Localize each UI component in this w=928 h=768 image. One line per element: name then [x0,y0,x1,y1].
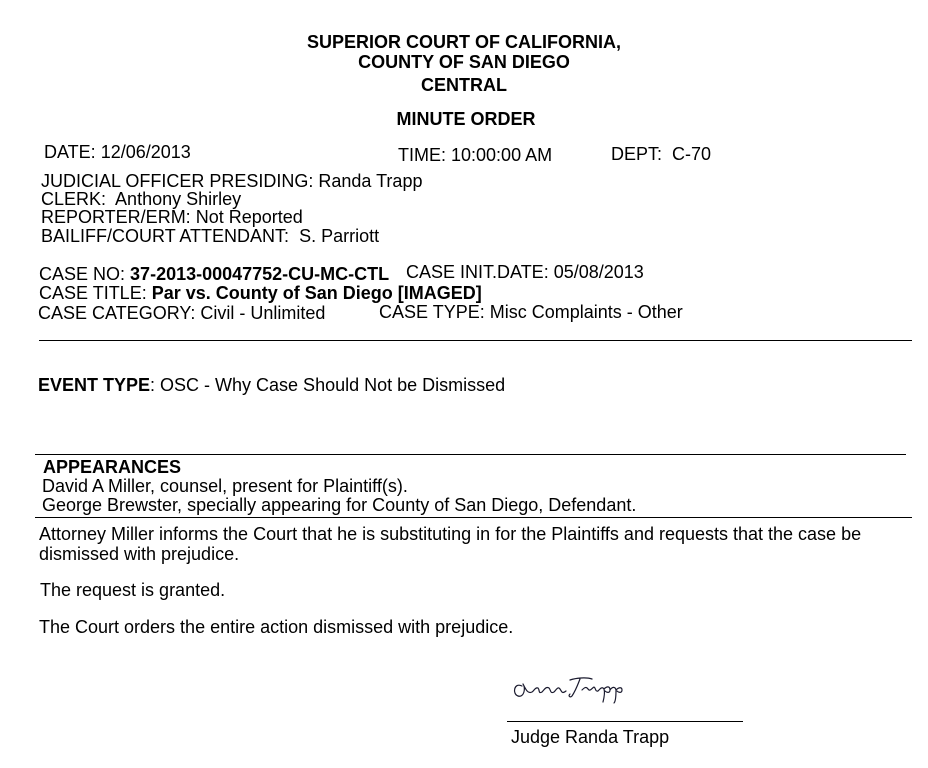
case-category [38,303,325,323]
case-category-value: Civil - Unlimited [200,303,326,323]
time-value: 10:00:00 AM [451,145,553,165]
divider-case [39,340,912,341]
divider-appearances-bottom [35,517,912,518]
event-type-value: : OSC - Why Case Should Not be Dismissed [150,375,506,395]
case-title-label: CASE TITLE: [39,283,147,303]
reporter-label: REPORTER/ERM: [41,207,191,227]
handwritten-signature [510,672,630,706]
appearance-line: David A Miller, counsel, present for Plaintiff(s). [42,476,408,496]
judicial-officer-label: JUDICIAL OFFICER PRESIDING: [41,171,314,191]
court-name-line2: COUNTY OF SAN DIEGO [358,52,570,72]
case-number-value: 37-2013-00047752-CU-MC-CTL [130,264,390,284]
bailiff [41,226,379,246]
time-field [398,145,552,165]
case-type [379,302,683,322]
case-number [39,264,389,284]
reporter [41,207,303,227]
time-label: TIME: [398,145,446,165]
minutes-paragraph: The request is granted. [40,580,226,600]
case-init-date [406,262,644,282]
case-number-label: CASE NO: [39,264,126,284]
case-category-label: CASE CATEGORY: [38,303,196,323]
bailiff-value: S. Parriott [299,226,380,246]
event-type-label: EVENT TYPE [38,375,151,395]
date-field [44,142,191,162]
judicial-officer [41,171,422,191]
case-type-label: CASE TYPE: [379,302,485,322]
dept-value: C-70 [672,144,712,164]
court-division: CENTRAL [421,75,507,95]
signature-line [507,721,743,722]
reporter-value: Not Reported [195,207,303,227]
judicial-officer-value: Randa Trapp [318,171,423,191]
case-init-date-label: CASE INIT.DATE: [406,262,549,282]
minutes-paragraph: Attorney Miller informs the Court that he is substituting in for the Plaintiffs and requests that the case be dismissed with prejudice. [39,524,862,564]
clerk-label: CLERK: [41,189,107,209]
divider-appearances-top [35,454,906,455]
case-init-date-value: 05/08/2013 [553,262,644,282]
minutes-paragraph: The Court orders the entire action dismissed with prejudice. [39,617,514,637]
case-title-value: Par vs. County of San Diego [IMAGED] [151,283,482,303]
clerk [41,189,241,209]
bailiff-label: BAILIFF/COURT ATTENDANT: [41,226,290,246]
date-value: 12/06/2013 [100,142,191,162]
appearance-line: George Brewster, specially appearing for County of San Diego, Defendant. [42,495,637,515]
date-label: DATE: [44,142,96,162]
dept-field [611,144,711,164]
court-name-line1: SUPERIOR COURT OF CALIFORNIA, [307,32,621,52]
event-type [38,375,505,395]
clerk-value: Anthony Shirley [115,189,242,209]
appearances-heading: APPEARANCES [43,457,182,477]
judge-name-caption: Judge Randa Trapp [511,727,670,747]
document-title: MINUTE ORDER [396,109,536,129]
case-type-value: Misc Complaints - Other [489,302,683,322]
case-title [39,283,482,303]
dept-label: DEPT: [611,144,663,164]
